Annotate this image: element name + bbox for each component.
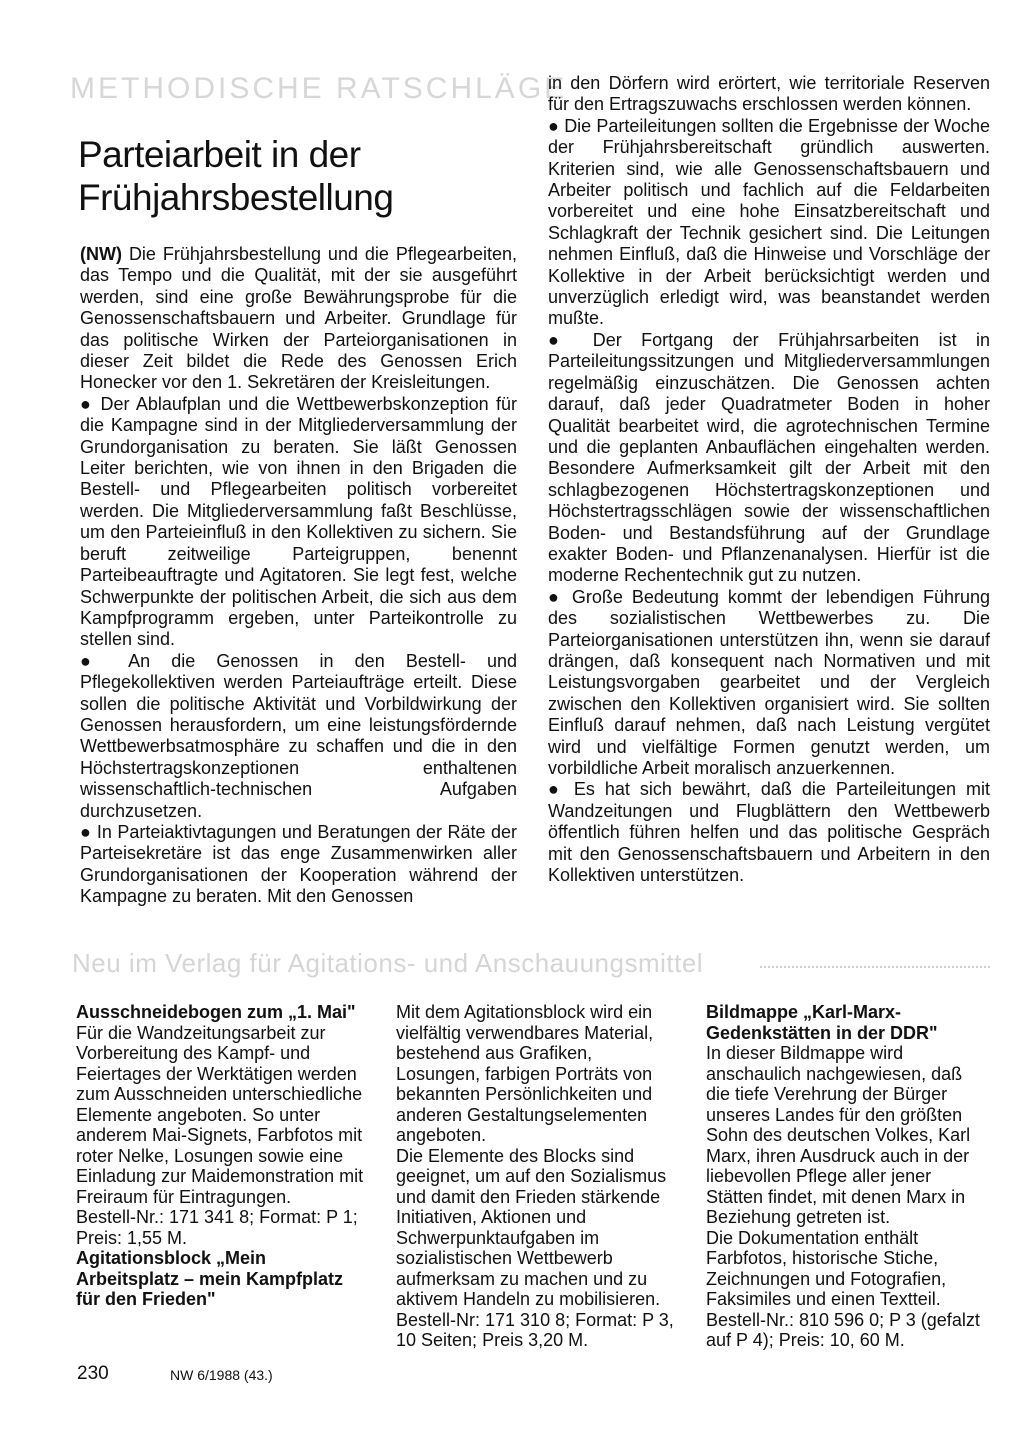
item-1-order: Bestell-Nr.: 171 341 8; Format: P 1; Preis: 1,55 M.	[76, 1207, 358, 1248]
article-column-left	[80, 244, 517, 908]
issue-reference: NW 6/1988 (43.)	[170, 1367, 273, 1383]
item-2-text-1: Mit dem Agitationsblock wird ein vielfältig verwendbares Material, bestehend aus Grafiken, Losungen, farbigen Porträts von bekannten Persönlichkeiten und anderen Gestaltungselementen angeboten.	[396, 1002, 654, 1145]
article-intro	[80, 244, 517, 394]
article-point-4: ● Die Parteileitungen sollten die Ergebnisse der Woche der Frühjahrsbereitschaft gründlich auswerten. Kriterien sind, wie alle Genossenschaftsbauern und Arbeiter politisch und fachlich auf die Feldarbeiten vorbereitet und eine hohe Einsatzbereitschaft und Schlagkraft der Technik gesichert sind. Die Leitungen nehmen Einfluß, daß die Hinweise und Vorschläge der Kollektive in der Arbeit berücksichtigt werden und unverzüglich erledigt wird, was beanstandet werden mußte.	[548, 116, 990, 330]
article-point-7: ● Es hat sich bewährt, daß die Parteileitungen mit Wandzeitungen und Flugblättern den Wettbewerb öffentlich führen helfen und das politische Gespräch mit den Genossenschaftsbauern und Arbeitern in den Kollektiven unterstützen.	[548, 779, 990, 886]
article-point-6: ● Große Bedeutung kommt der lebendigen Führung des sozialistischen Wettbewerbes zu. Die Parteiorganisationen unterstützen ihn, wenn sie darauf drängen, daß konsequent nach Normativen und mit Leistungsvorgaben gearbeitet und der Vergleich zwischen den Kollektiven organisiert wird. Sie sollten Einfluß darauf nehmen, daß nach Leistung vergütet wird und vielfältige Formen genutzt werden, um vorbildliche Arbeit moralisch anzuerkennen.	[548, 587, 990, 780]
article-point-1: ● Der Ablaufplan und die Wettbewerbskonzeption für die Kampagne sind in der Mitgliederversammlung der Grundorganisation zu beraten. Sie läßt Genossen Leiter berichten, wie von ihnen in den Brigaden die Bestell- und Pflegearbeiten politisch vorbereitet werden. Die Mitgliederversammlung faßt Beschlüsse, um den Parteieinfluß in den Kollektiven zu sichern. Sie beruft zeitweilige Parteigruppen, benennt Parteibeauftragte und Agitatoren. Sie legt fest, welche Schwerpunkte der politischen Arbeit, die sich aus dem Kampfprogramm ergeben, unter Parteikontrolle zu stellen sind.	[80, 394, 517, 651]
item-3-text-2: Die Dokumentation enthält Farbfotos, historische Stiche, Zeichnungen und Fotografien, Faksimiles und einen Textteil.	[706, 1227, 947, 1309]
item-column-3	[706, 1002, 990, 1351]
section-kicker: METHODISCHE RATSCHLÄGE	[70, 72, 568, 105]
item-2-title: Agitationsblock „Mein Arbeitsplatz – mein Kampfplatz für den Frieden"	[76, 1248, 344, 1309]
article-point-3-continued: in den Dörfern wird erörtert, wie territoriale Reserven für den Ertragszuwachs erschlossen werden können.	[548, 73, 990, 115]
item-3-text-1: In dieser Bildmappe wird anschaulich nachgewiesen, daß die tiefe Verehrung der Bürger unseres Landes für den größten Sohn des deutschen Volkes, Karl Marx, ihren Ausdruck auch in der liebevollen Pflege aller jener Stätten findet, mit denen Marx in Beziehung getreten ist.	[706, 1043, 971, 1227]
item-2-order: Bestell-Nr: 171 310 8; Format: P 3, 10 Seiten; Preis 3,20 M.	[396, 1309, 674, 1350]
item-1-title: Ausschneidebogen zum „1. Mai"	[76, 1002, 356, 1022]
section-divider	[760, 966, 990, 968]
item-column-2	[396, 1002, 680, 1351]
article-column-right	[548, 73, 990, 886]
item-3-title: Bildmappe „Karl-Marx-Gedenkstätten in der DDR"	[706, 1002, 938, 1043]
article-point-3: ● In Parteiaktivtagungen und Beratungen der Räte der Parteisekretäre ist das enge Zusammenwirken aller Grundorganisationen der Kooperation während der Kampagne zu beraten. Mit den Genossen	[80, 822, 517, 908]
item-3-order: Bestell-Nr.: 810 596 0; P 3 (gefalzt auf P 4); Preis: 10, 60 M.	[706, 1309, 980, 1350]
article-point-2: ● An die Genossen in den Bestell- und Pflegekollektiven werden Parteiaufträge erteilt. Diese sollen die politische Aktivität und Vorbildwirkung der Genossen herausfordern, um eine leistungsfördernde Wettbewerbsatmosphäre zu schaffen und die in den Höchstertragskonzeptionen enthaltenen wissenschaftlich-technischen Aufgaben durchzusetzen.	[80, 651, 517, 822]
item-2-text-2: Die Elemente des Blocks sind geeignet, um auf den Sozialismus und damit den Frieden stärkende Initiativen, Aktionen und Schwerpunktaufgaben im sozialistischen Wettbewerb aufmerksam zu machen und zu aktivem Handeln zu mobilisieren.	[396, 1145, 667, 1309]
item-column-1	[76, 1002, 366, 1310]
publisher-section-title: Neu im Verlag für Agitations- und Anschauungsmittel	[72, 948, 704, 978]
item-1-text: Für die Wandzeitungsarbeit zur Vorbereitung des Kampf- und Feiertages der Werktätigen werden zum Ausschneiden unterschiedliche Elemente angeboten. So unter anderem Mai-Signets, Farbfotos mit roter Nelke, Losungen sowie eine Einladung zur Maidemonstration mit Freiraum für Eintragungen.	[76, 1022, 364, 1207]
lead-tag: (NW)	[80, 244, 122, 264]
page-number: 230	[77, 1363, 109, 1384]
headline-line-1: Parteiarbeit in der	[78, 134, 361, 175]
headline-line-2: Frühjahrsbestellung	[78, 177, 394, 218]
intro-text: Die Frühjahrsbestellung und die Pflegearbeiten, das Tempo und die Qualität, mit der sie ausgeführt werden, sind eine große Bewährungsprobe für die Genossenschaftsbauern und Arbeiter. Grundlage für das politische Wirken der Parteiorganisationen in dieser Zeit bildet die Rede des Genossen Erich Honecker vor den 1. Sekretären der Kreisleitungen.	[80, 244, 517, 393]
article-headline	[78, 133, 538, 219]
article-point-5: ● Der Fortgang der Frühjahrsarbeiten ist in Parteileitungssitzungen und Mitgliederversammlungen regelmäßig einzuschätzen. Die Genossen achten darauf, daß jeder Quadratmeter Boden in hoher Qualität bearbeitet wird, die agrotechnischen Termine und die geplanten Anbauflächen eingehalten werden. Besondere Aufmerksamkeit gilt der Arbeit mit den schlagbezogenen Höchstertragskonzeptionen und Höchstertragsschlägen sowie der wissenschaftlichen Boden- und Bestandsführung auf der Grundlage exakter Boden- und Pflanzenanalysen. Hierfür ist die moderne Rechentechnik gut zu nutzen.	[548, 330, 990, 587]
